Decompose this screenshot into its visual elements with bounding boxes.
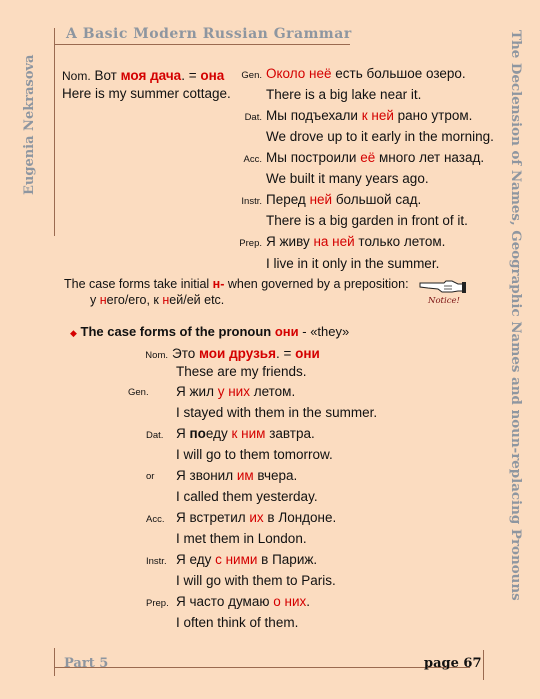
section2-title: ◆ The case forms of the pronoun они - «they» xyxy=(70,324,350,339)
rule-line-2: у него/его, к ней/ей etc. xyxy=(90,293,225,307)
ru-sentence: Перед ней большой сад. xyxy=(266,192,422,207)
header-title: A Basic Modern Russian Grammar xyxy=(66,26,352,42)
ru-sentence: Я часто думаю о них. xyxy=(176,594,311,609)
nom-sentence: Nom. Вот моя дача. = она xyxy=(62,68,225,83)
case-label: Instr. xyxy=(241,196,262,207)
case-label: Nom. xyxy=(145,350,168,361)
ru-sentence: Мы подъехали к ней рано утром. xyxy=(266,108,473,123)
ru-sentence: Я встретил их в Лондоне. xyxy=(176,510,337,525)
en-sentence: I will go to them tomorrow. xyxy=(176,447,333,462)
nom-translation: Here is my summer cottage. xyxy=(62,86,231,101)
ru-sentence: Около неё есть большое озеро. xyxy=(266,66,466,81)
case-label: Gen. xyxy=(241,70,262,81)
ru-sentence: Я поеду к ним завтра. xyxy=(176,426,315,441)
nom2-sentence: Это мои друзья. = они xyxy=(172,346,320,361)
left-rule xyxy=(54,28,55,236)
pointing-hand-icon xyxy=(418,276,468,296)
header-rule xyxy=(54,44,350,45)
chapter-title: The Declension of Names, Geographic Names and noun-replacing Pronouns xyxy=(508,30,524,601)
footer-right-rule xyxy=(483,650,484,680)
en-sentence: There is a big lake near it. xyxy=(266,87,422,102)
case-label: or xyxy=(146,471,155,482)
case-label: Prep. xyxy=(239,238,262,249)
nom2-translation: These are my friends. xyxy=(176,364,307,379)
en-sentence: I live in it only in the summer. xyxy=(266,256,440,271)
bullet-icon: ◆ xyxy=(70,328,77,338)
page-number: page 67 xyxy=(424,656,482,671)
en-sentence: I often think of them. xyxy=(176,615,299,630)
case-label: Gen. xyxy=(128,387,149,398)
en-sentence: We built it many years ago. xyxy=(266,171,429,186)
case-label: Instr. xyxy=(146,556,167,567)
en-sentence: I will go with them to Paris. xyxy=(176,573,336,588)
ru-sentence: Я жил у них летом. xyxy=(176,384,296,399)
footer-rule xyxy=(54,667,470,668)
notice-label: Notice! xyxy=(428,296,460,306)
part-label: Part 5 xyxy=(64,656,109,671)
rule-line-1: The case forms take initial н- when governed by a preposition: xyxy=(64,277,409,291)
en-sentence: I called them yesterday. xyxy=(176,489,318,504)
en-sentence: I stayed with them in the summer. xyxy=(176,405,378,420)
ru-sentence: Я еду с ними в Париж. xyxy=(176,552,318,567)
ru-sentence: Я живу на ней только летом. xyxy=(266,234,446,249)
en-sentence: There is a big garden in front of it. xyxy=(266,213,468,228)
case-label: Acc. xyxy=(146,514,165,525)
en-sentence: We drove up to it early in the morning. xyxy=(266,129,494,144)
case-label: Prep. xyxy=(146,598,169,609)
case-label: Dat. xyxy=(146,430,164,441)
footer-left-rule xyxy=(54,648,55,676)
author-name: Eugenia Nekrasova xyxy=(22,54,37,195)
en-sentence: I met them in London. xyxy=(176,531,307,546)
ru-sentence: Мы построили её много лет назад. xyxy=(266,150,485,165)
case-label: Acc. xyxy=(243,154,262,165)
case-label: Dat. xyxy=(244,112,262,123)
ru-sentence: Я звонил им вчера. xyxy=(176,468,298,483)
